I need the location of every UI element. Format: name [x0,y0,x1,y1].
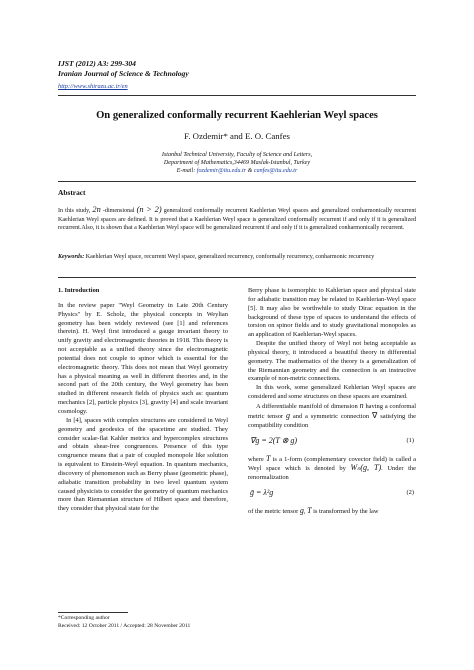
abstract-bottom-rule [58,277,416,278]
equation-2-number: (2) [406,489,414,497]
p5-math-T: T [265,453,271,463]
footnote-corresponding: *Corresponding author [58,615,110,621]
email-label: E-mail: [176,168,196,175]
p6-text-b: is transformed by the law [313,508,379,516]
journal-url-link[interactable]: http://www.shirazu.ac.ir/en [58,83,128,90]
email-link-2[interactable]: canfes@itu.edu.tr [253,168,298,175]
p5-text-c: . Under the renormalization [248,465,417,482]
abstract-text [58,206,416,233]
p4-math-n: n [359,400,364,410]
journal-citation: IJST (2012) A3: 299-304 [58,59,136,68]
footnote-rule [58,612,128,613]
p4-math-g: g [285,410,290,420]
p4-text-c: and a symmetric connection [292,412,370,420]
keywords-text: Kaehlerian Weyl space, recurrent Weyl space, generalized recurrency, conformally recurrency, conharmonic recurrency [85,254,375,260]
equation-1 [248,434,416,452]
p6-text-a: of the metric tensor [248,508,299,516]
p6-comma: , [303,508,306,516]
footnote-dates: Received: 12 October 2011 / Accepted: 28 November 2011 [58,622,191,629]
abstract-math-n-gt-2: (n > 2) [136,205,162,214]
p5-text-a: where [248,455,264,463]
footnote [58,615,190,630]
email-link-1[interactable]: fozdemir@itu.edu.tr [196,168,247,175]
p4-text-a: A differentiable manifold of dimension [256,402,358,410]
right-paragraph-3: In this work, some generalized Kehlerian Weyl spaces are considered and some structures on these spaces are examined. [248,384,416,401]
paper-authors: F. Ozdemir* and E. O. Canfes [184,131,290,141]
p4-text-b: having a conformal metric tensor [248,402,416,420]
right-paragraph-4 [248,402,416,431]
keywords [58,253,416,262]
affiliation [58,151,416,176]
left-column [58,287,228,514]
right-paragraph-1: Berry phase is isomorphic to Kahlerian space and physical state for adiabatic transition may be related to Kaehlerian-Weyl space [5]. It may also be worthwhile to study Dirac equation in the background of these type of spaces to understand the effects of torsion on spinor fields and to study gravitational monopoles as an application of Kaehlerian-Weyl spaces. [248,287,416,339]
paper-title: On generalized conformally recurrent Kaehlerian Weyl spaces [96,110,378,121]
affiliation-line-1: Istanbul Technical University, Faculty of Science and Letters, [161,152,313,158]
abstract-heading: Abstract [58,188,86,197]
nabla-symbol: ∇ [371,410,378,420]
right-column [248,287,416,517]
journal-header [58,59,189,92]
p5-math-W: Wₙ(g, T) [350,463,382,473]
abstract-part-3: generalized conformally recurrent Kaehlerian Weyl spaces and generalized conharmonically recurrent Kaehlerian Weyl spaces are defined. It is proved that a Kaehlerian Weyl space is generalized conformally recurrent if and only if it is generalized recurrent.Also, it is shown that a Kaehlerian Weyl space will be generalized recurrent if and only if it is generalized conharmonically recurrent. [58,208,417,232]
abstract-part-2: -dimensional [102,208,135,214]
right-paragraph-6 [248,507,416,517]
equation-1-formula: ∇g = 2(T ⊗ g) [250,435,298,445]
right-paragraph-5 [248,455,416,484]
equation-1-number: (1) [406,436,414,444]
equation-2-formula: ḡ = λ²g [250,488,274,498]
abstract-part-1: In this study, [58,208,91,214]
p5-text-b: is a 1-form (complementary covector field) is called a Weyl space which is denoted by [248,455,416,473]
p6-math-T: T [307,506,312,516]
intro-paragraph-1: In the review paper "Weyl Geometry in Late 20th Century Physics" by E. Scholz, the physical concepts in Weylian geometry has been widely reviewed (see [1] and references therein). H. Weyl first introduced a gauge invariant theory to unify gravity and electromagnetic theories in 1918. This theory is not acceptable as a unified theory since the electromagnetic potential does not couple to spinor which is essential for the electromagnetic theory. This does not mean that Weyl geometry has a physical meaning as well in different theories and, in the second part of the 20th century, the Weyl geometry has been studied in different research fields of physics such as: quantum mechanics [2], particle physics [3], gravity [4] and scale invariant cosmology. [58,301,228,415]
top-rule [58,95,416,96]
keywords-label: Keywords: [58,254,85,260]
email-amp: & [247,168,253,175]
p6-math-g: g [299,506,304,516]
abstract-math-2n: 2n [92,205,101,214]
affiliation-line-2: Department of Mathematics,34469 Maslak-Istanbul, Turkey [163,160,311,167]
journal-name: Iranian Journal of Science & Technology [58,69,189,78]
abstract-top-rule [58,181,416,182]
section-heading-introduction: 1. Introduction [58,287,100,294]
equation-2 [248,486,416,504]
right-paragraph-2: Despite the unified theory of Weyl not being acceptable as physical theory, it introduced a beautiful theory in differential geometry. The mathematics of the theory is a generalization of the Riemannian geometry and the connection is an instructive example of non-metric connections. [248,340,416,383]
intro-paragraph-2: In [4], spaces with complex structures are considered in Weyl geometry and geodesics of the spacetime are studied. They consider scalar-flat Kahler metrics and hypercomplex structures and obtain shear-free congruences. Presence of this type congruence means that a pair of coupled monopole like solution is equivalent to Einstein-Weyl equation. In quantum mechanics, discovery of phenomenon such as Berry phase (geometric phase), adiabatic transition probability in two level quantum system caused physicists to consider the geometry of quantum mechanics more than Riemannian structure of Hilbert space and therefore, they consider that physical state for the [58,416,228,513]
p4-text-d: satisfying the compatibility condition [248,412,417,429]
